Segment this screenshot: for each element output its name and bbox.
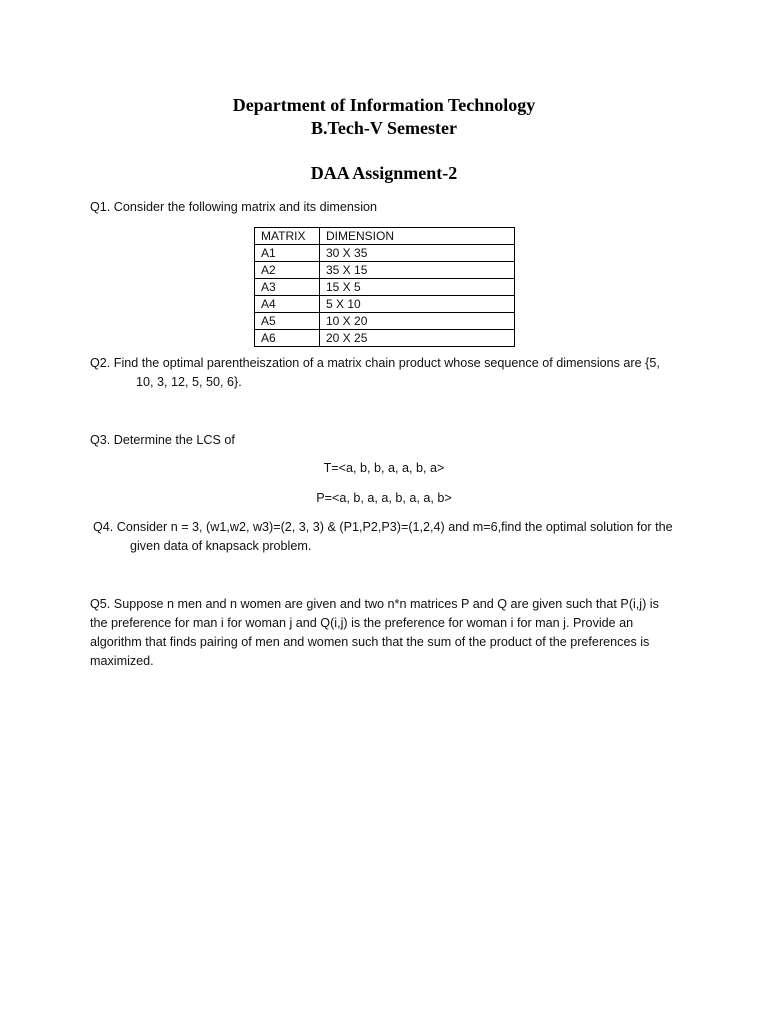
table-cell: 15 X 5 (320, 279, 515, 296)
table-cell: 35 X 15 (320, 262, 515, 279)
table-row (255, 296, 515, 313)
table-cell: A3 (255, 279, 320, 296)
matrix-dimension-table (254, 227, 515, 347)
table-cell: 30 X 35 (320, 245, 515, 262)
question-2 (90, 354, 680, 392)
question-2-line-1: Q2. Find the optimal parentheiszation of a matrix chain product whose sequence of dimensions are {5, (90, 356, 660, 370)
question-2-line-2: 10, 3, 12, 5, 50, 6}. (136, 375, 242, 389)
table-cell: A6 (255, 330, 320, 347)
table-cell: 10 X 20 (320, 313, 515, 330)
table-cell: A4 (255, 296, 320, 313)
table-cell: A5 (255, 313, 320, 330)
table-row (255, 330, 515, 347)
semester-title: B.Tech-V Semester (311, 118, 457, 138)
table-row (255, 245, 515, 262)
table-header-cell: MATRIX (255, 228, 320, 245)
table-cell: 20 X 25 (320, 330, 515, 347)
table-header-cell: DIMENSION (320, 228, 515, 245)
question-5: Q5. Suppose n men and n women are given and two n*n matrices P and Q are given such that P(i,j) is the preference for man i for woman j and Q(i,j) is the preference for woman i for man j. Provide an algorithm that finds pairing of men and women such that the sum of the product of the preferences is maximized. (90, 597, 659, 668)
question-4 (93, 518, 683, 556)
question-4-line-2: given data of knapsack problem. (130, 539, 312, 553)
sequence-p: P=<a, b, a, a, b, a, a, b> (316, 491, 452, 505)
assignment-title: DAA Assignment-2 (310, 163, 458, 183)
table-cell: A1 (255, 245, 320, 262)
table-row (255, 262, 515, 279)
question-3: Q3. Determine the LCS of (90, 433, 235, 447)
table-cell: A2 (255, 262, 320, 279)
department-title: Department of Information Technology (232, 95, 536, 115)
question-4-line-1: Q4. Consider n = 3, (w1,w2, w3)=(2, 3, 3) & (P1,P2,P3)=(1,2,4) and m=6,find the optimal solution for the (93, 520, 673, 534)
table-cell: 5 X 10 (320, 296, 515, 313)
table-row (255, 313, 515, 330)
table-header-row (255, 228, 515, 245)
table-row (255, 279, 515, 296)
question-1: Q1. Consider the following matrix and its dimension (90, 200, 377, 214)
sequence-t: T=<a, b, b, a, a, b, a> (323, 461, 445, 475)
